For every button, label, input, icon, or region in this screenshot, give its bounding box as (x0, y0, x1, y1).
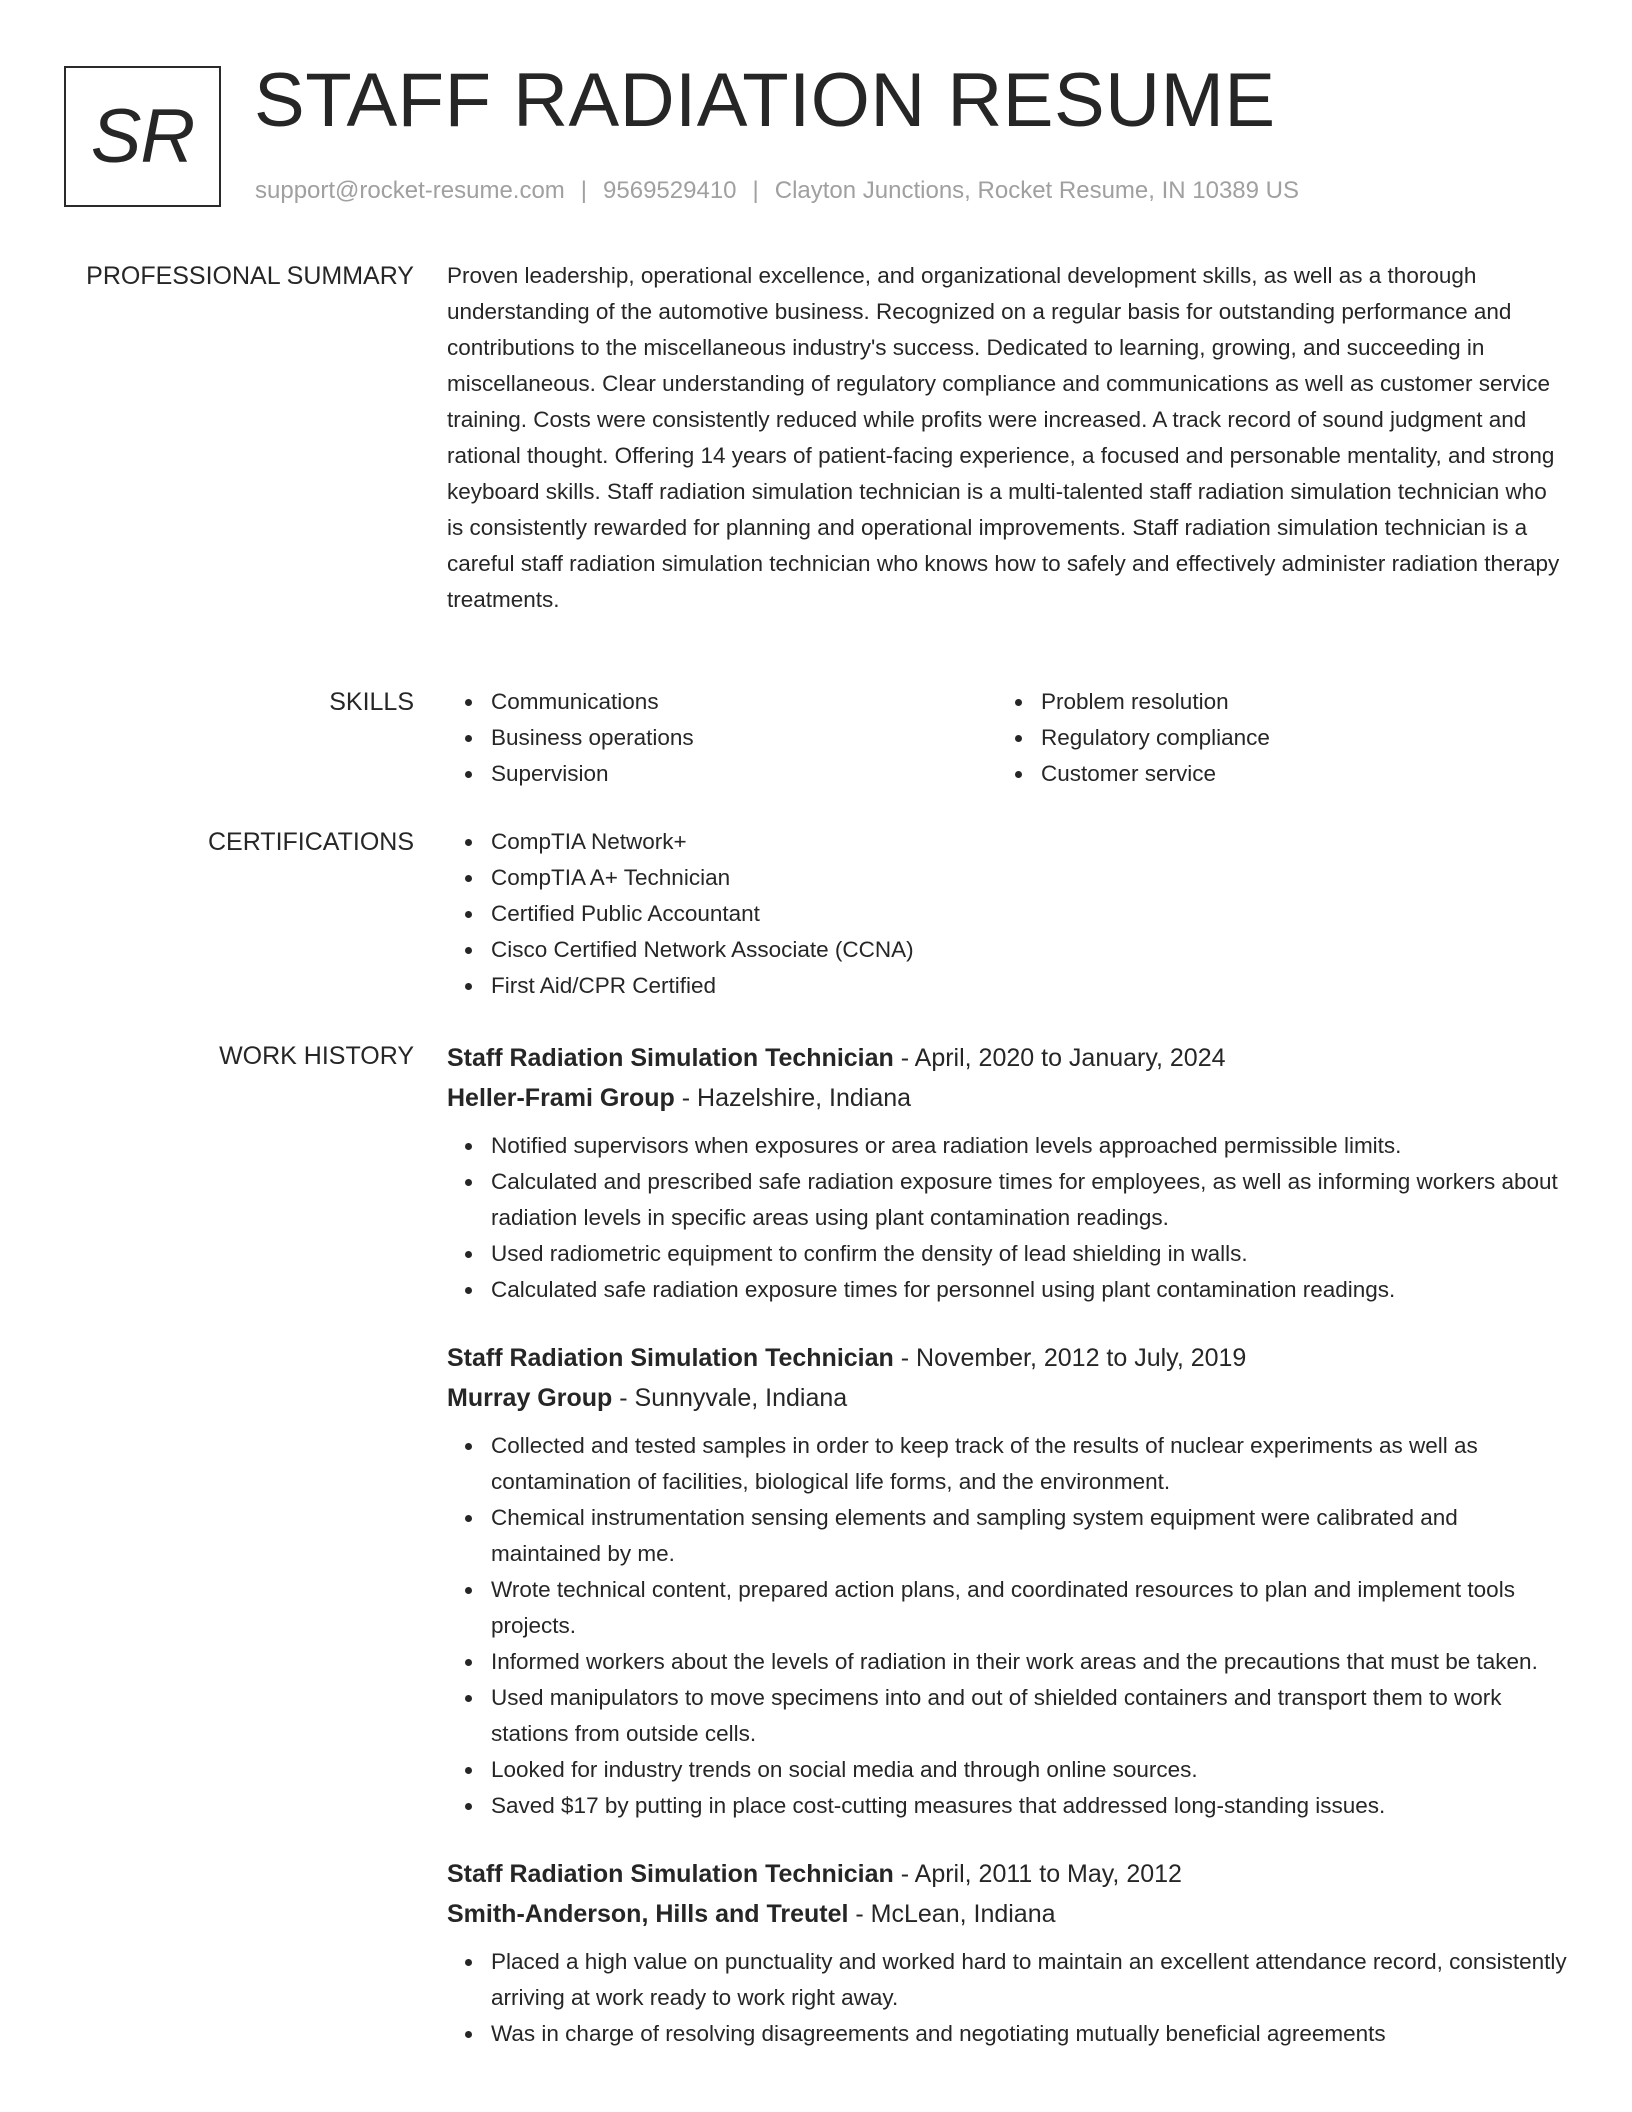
job-title: Staff Radiation Simulation Technician (447, 1044, 894, 1072)
skills-list-left (447, 684, 997, 792)
job-dates: November, 2012 to July, 2019 (916, 1344, 1247, 1372)
work-history-heading: WORK HISTORY (219, 1042, 414, 1070)
skill-item: Supervision (491, 756, 997, 792)
job-duty: Informed workers about the levels of radiation in their work areas and the precautions that must be taken. (491, 1644, 1567, 1680)
work-history-body (447, 1038, 1567, 2082)
job-company-line: Murray Group - Sunnyvale, Indiana (447, 1384, 848, 1412)
skills-grid (447, 684, 1567, 792)
job-company: Heller-Frami Group (447, 1084, 675, 1112)
job-title: Staff Radiation Simulation Technician (447, 1344, 894, 1372)
skills-column-left (447, 684, 997, 792)
job-title: Staff Radiation Simulation Technician (447, 1860, 894, 1888)
job-location: Hazelshire, Indiana (697, 1084, 912, 1112)
job-duties-list (447, 1128, 1567, 1308)
skill-item: Business operations (491, 720, 997, 756)
skills-column-right (997, 684, 1547, 792)
certifications-list (447, 824, 1567, 1004)
job-duty: Calculated and prescribed safe radiation exposure times for employees, as well as informing workers about radiation levels in specific areas using plant contamination readings. (491, 1164, 1567, 1236)
certification-item: Cisco Certified Network Associate (CCNA) (491, 932, 1567, 968)
job-duty: Placed a high value on punctuality and worked hard to maintain an excellent attendance record, consistently arriving at work ready to work right away. (491, 1944, 1567, 2016)
job-duty: Saved $17 by putting in place cost-cutting measures that addressed long-standing issues. (491, 1788, 1567, 1824)
job-duty: Chemical instrumentation sensing elements and sampling system equipment were calibrated and maintained by me. (491, 1500, 1567, 1572)
contact-separator: | (752, 177, 759, 204)
job-duty: Collected and tested samples in order to keep track of the results of nuclear experiments as well as contamination of facilities, biological life forms, and the environment. (491, 1428, 1567, 1500)
job-duty: Notified supervisors when exposures or area radiation levels approached permissible limits. (491, 1128, 1567, 1164)
job-duty: Used radiometric equipment to confirm the density of lead shielding in walls. (491, 1236, 1567, 1272)
job-duty: Looked for industry trends on social media and through online sources. (491, 1752, 1567, 1788)
job-duties-list (447, 1944, 1567, 2052)
monogram-logo: SR (64, 66, 221, 207)
job-entry (447, 1338, 1567, 1824)
certification-item: CompTIA Network+ (491, 824, 1567, 860)
contact-email: support@rocket-resume.com (255, 177, 565, 204)
job-company: Murray Group (447, 1384, 613, 1412)
job-entry (447, 1038, 1567, 1308)
job-duty: Calculated safe radiation exposure times for personnel using plant contamination readings. (491, 1272, 1567, 1308)
job-company-line: Heller-Frami Group - Hazelshire, Indiana (447, 1084, 912, 1112)
contact-separator: | (580, 177, 588, 204)
contact-line (255, 174, 1299, 208)
resume-title: STAFF RADIATION RESUME (254, 58, 1276, 143)
job-duty: Was in charge of resolving disagreements and negotiating mutually beneficial agreements (491, 2016, 1567, 2052)
skill-item: Communications (491, 684, 997, 720)
skills-heading: SKILLS (329, 688, 414, 716)
certification-item: Certified Public Accountant (491, 896, 1567, 932)
certification-item: First Aid/CPR Certified (491, 968, 1567, 1004)
summary-text: Proven leadership, operational excellence, and organizational development skills, as well as a thorough understanding of the automotive business. Recognized on a regular basis for outstanding performance and contributions to the miscellaneous industry's success. Dedicated to learning, growing, and succeeding in miscellaneous. Clear understanding of regulatory compliance and communications as well as customer service training. Costs were consistently reduced while profits were increased. A track record of sound judgment and rational thought. Offering 14 years of patient-facing experience, a focused and personable mentality, and strong keyboard skills. Staff radiation simulation technician is a multi-talented staff radiation simulation technician who is consistently rewarded for planning and operational improvements. Staff radiation simulation technician is a careful staff radiation simulation technician who knows how to safely and effectively administer radiation therapy treatments. (447, 263, 1560, 612)
job-entry (447, 1854, 1567, 2052)
skills-list-right (997, 684, 1547, 792)
summary-body (447, 258, 1567, 618)
contact-phone: 9569529410 (603, 177, 737, 204)
job-company: Smith-Anderson, Hills and Treutel (447, 1900, 849, 1928)
job-location: McLean, Indiana (870, 1900, 1056, 1928)
job-title-line: Staff Radiation Simulation Technician - April, 2020 to January, 2024 (447, 1044, 1226, 1072)
certifications-body (447, 824, 1567, 1004)
job-title-line: Staff Radiation Simulation Technician - April, 2011 to May, 2012 (447, 1860, 1182, 1888)
skills-body (447, 684, 1567, 792)
contact-address: Clayton Junctions, Rocket Resume, IN 10389 US (774, 177, 1299, 204)
certifications-heading: CERTIFICATIONS (207, 828, 414, 856)
job-duties-list (447, 1428, 1567, 1824)
summary-heading: PROFESSIONAL SUMMARY (86, 262, 414, 290)
job-dates: April, 2011 to May, 2012 (914, 1860, 1182, 1888)
job-duty: Used manipulators to move specimens into and out of shielded containers and transport them to work stations from outside cells. (491, 1680, 1567, 1752)
job-location: Sunnyvale, Indiana (634, 1384, 848, 1412)
job-dates: April, 2020 to January, 2024 (914, 1044, 1226, 1072)
job-company-line: Smith-Anderson, Hills and Treutel - McLean, Indiana (447, 1900, 1056, 1928)
skill-item: Customer service (1041, 756, 1547, 792)
certification-item: CompTIA A+ Technician (491, 860, 1567, 896)
skill-item: Problem resolution (1041, 684, 1547, 720)
job-title-line: Staff Radiation Simulation Technician - November, 2012 to July, 2019 (447, 1344, 1247, 1372)
job-duty: Wrote technical content, prepared action plans, and coordinated resources to plan and implement tools projects. (491, 1572, 1567, 1644)
skill-item: Regulatory compliance (1041, 720, 1547, 756)
